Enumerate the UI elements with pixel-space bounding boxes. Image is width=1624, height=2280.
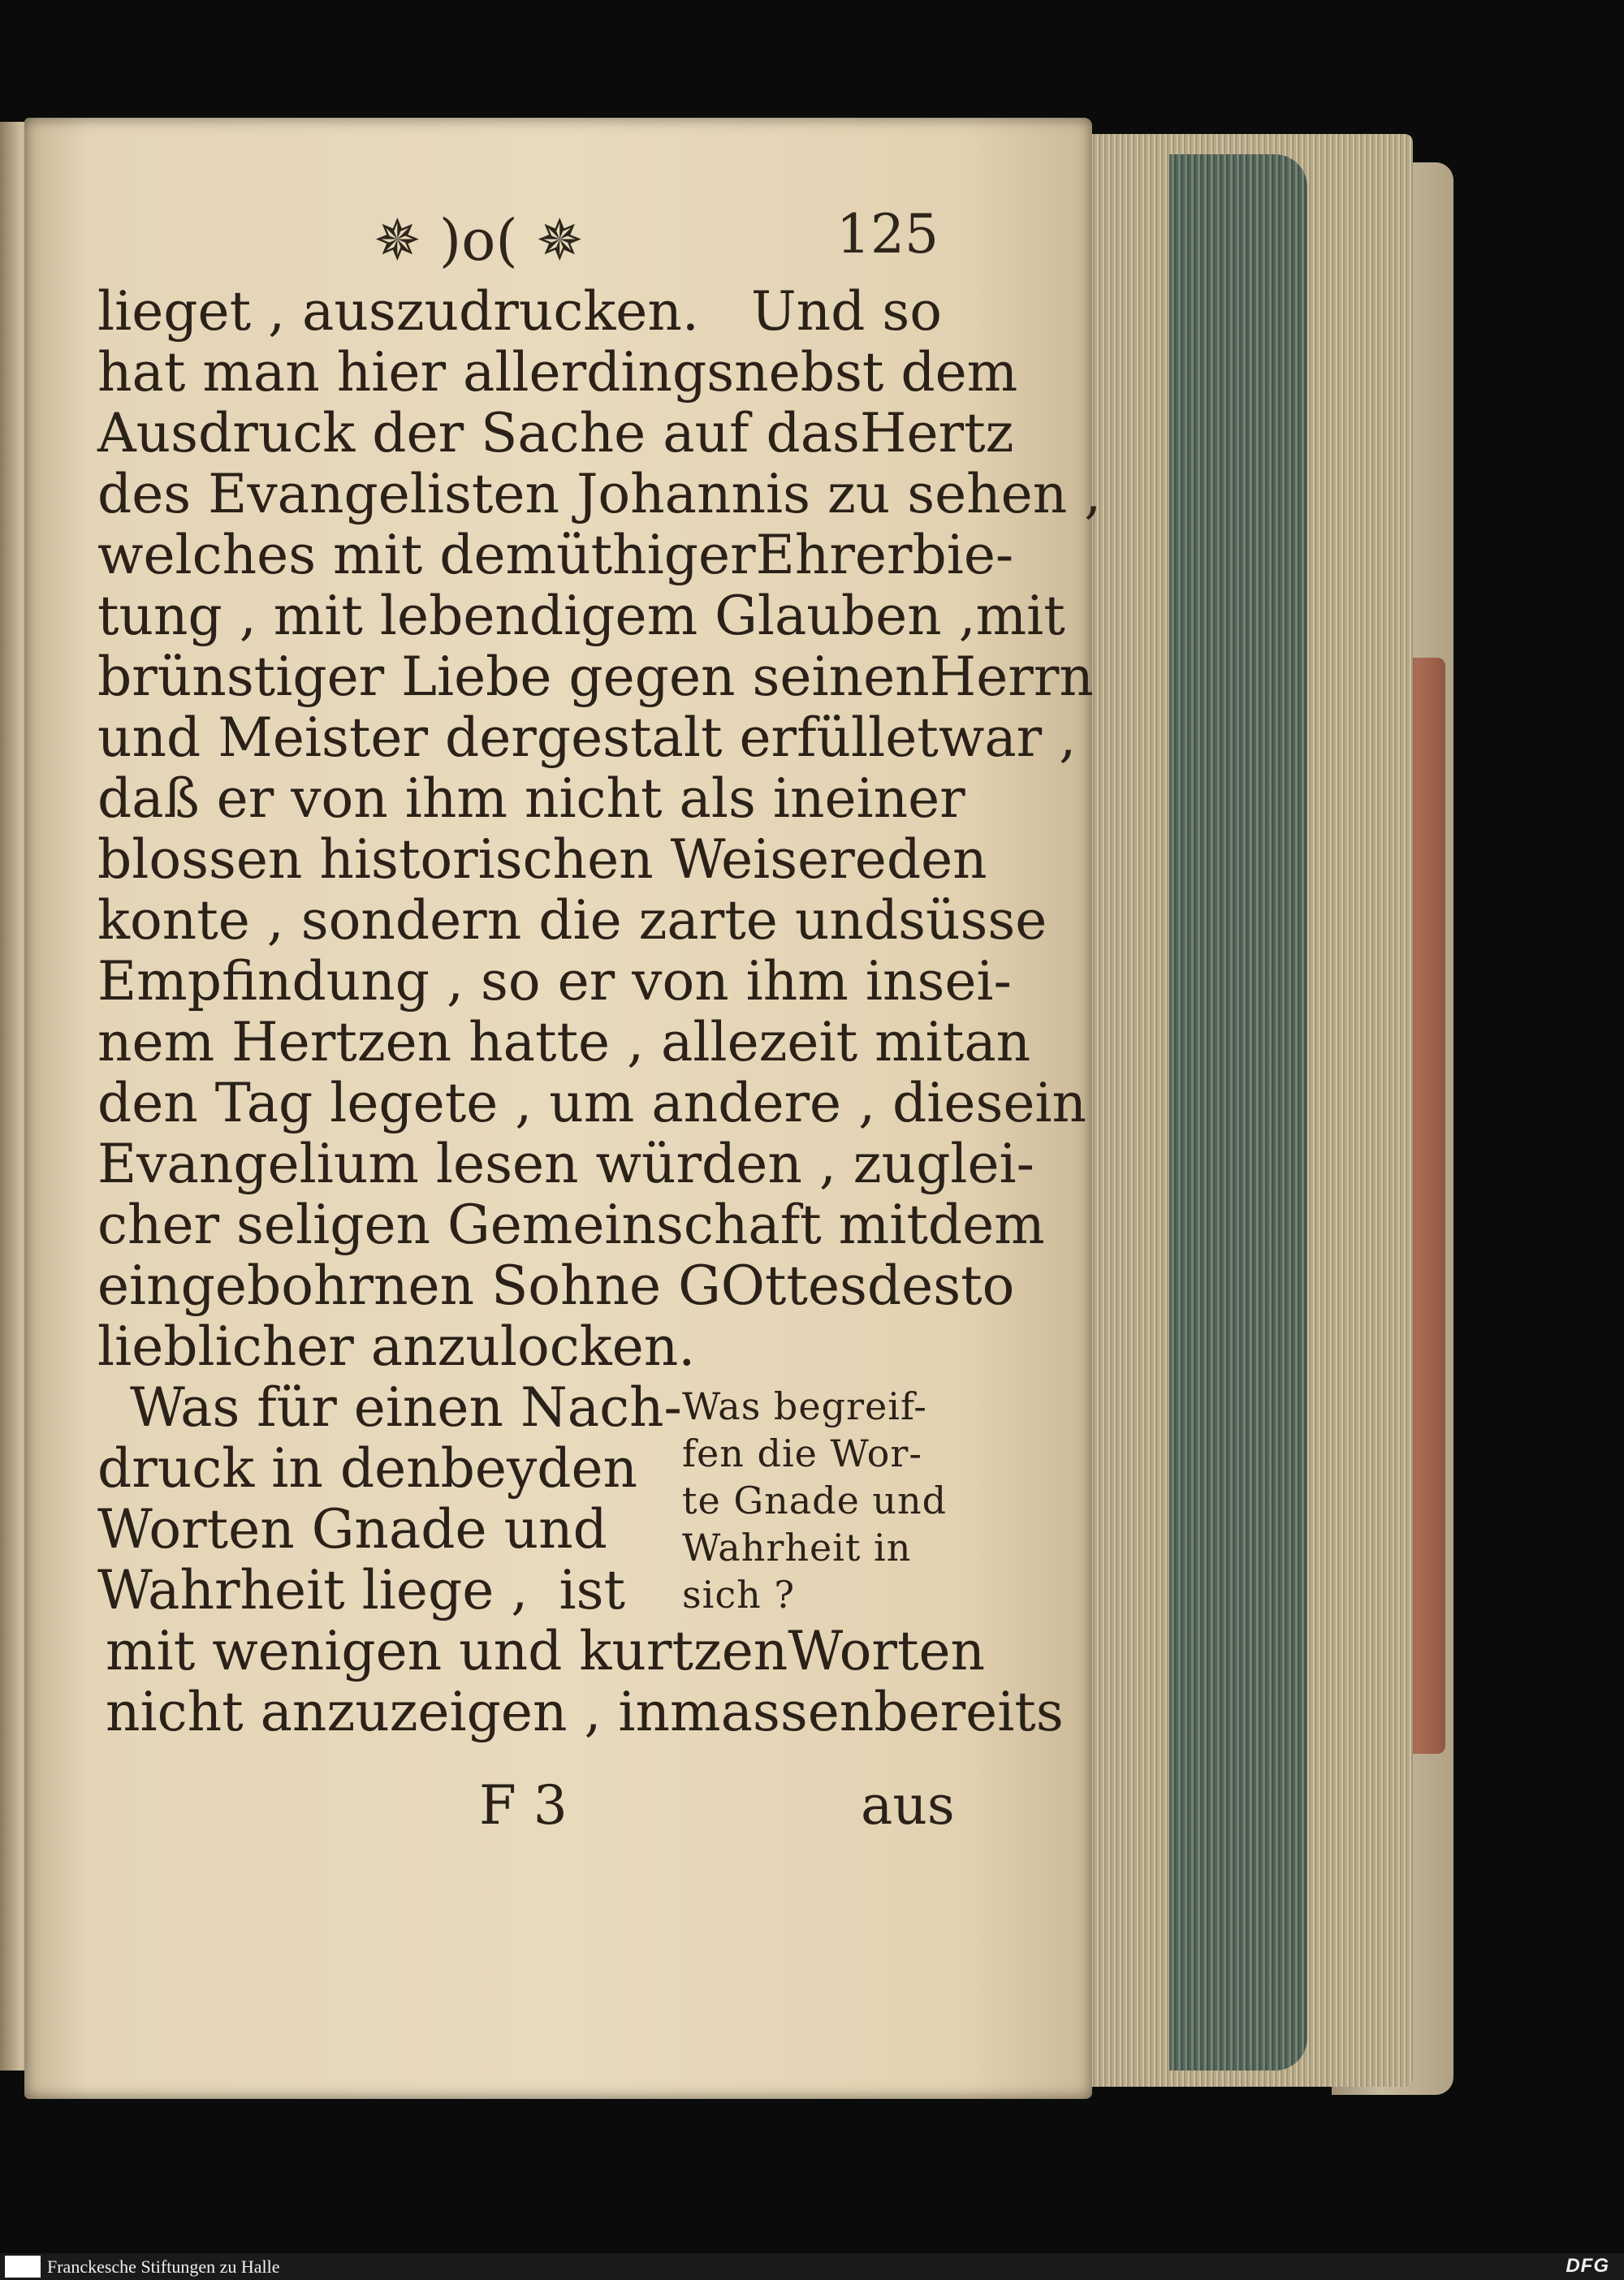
text-line-right: Herrn — [929, 646, 1094, 708]
header-ornament: ✵ )o( ✵ — [374, 207, 584, 274]
text-line — [97, 1254, 1015, 1317]
text-line-right: glei- — [916, 1133, 1034, 1195]
text-line-left: und Meister dergestalt erfüllet — [97, 706, 939, 769]
text-line-right: desto — [866, 1254, 1015, 1317]
text-line — [130, 1376, 682, 1439]
text-line-right: an — [964, 1011, 1031, 1073]
text-line — [97, 1072, 1087, 1134]
footer-bar — [0, 2253, 1624, 2280]
text-line — [97, 524, 1014, 586]
text-line-right: Ehrerbie- — [755, 524, 1014, 586]
text-line — [97, 828, 987, 891]
text-line-right: nebst dem — [734, 341, 1018, 404]
text-line — [97, 1498, 625, 1561]
text-line-left: druck in den — [97, 1437, 441, 1500]
text-line-right: sein — [975, 1072, 1087, 1134]
text-line-right: dem — [927, 1194, 1045, 1256]
text-line — [106, 1620, 986, 1682]
text-line-left: blossen historischen Weise — [97, 828, 830, 891]
text-line-left: hat man hier allerdings — [97, 341, 735, 404]
institution-name: Franckesche Stiftungen zu Halle — [47, 2256, 280, 2277]
text-line — [97, 889, 1047, 952]
text-line-left: des Evangelisten Johannis zu sehen , — [97, 463, 1102, 525]
green-edge — [1169, 154, 1307, 2071]
text-line-right: mit — [975, 585, 1065, 647]
text-line-left: Empfindung , so er von ihm in — [97, 950, 918, 1013]
text-line — [97, 767, 965, 830]
text-line-right: war , — [938, 706, 1077, 769]
text-line-right: reden — [829, 828, 987, 891]
text-line-left: den Tag legete , um andere , die — [97, 1072, 976, 1134]
sidenote-line: sich ? — [682, 1573, 795, 1617]
text-line-left: Ausdruck der Sache auf das — [97, 402, 860, 464]
page-number: 125 — [836, 203, 939, 266]
text-line — [97, 1559, 625, 1621]
text-line — [97, 1194, 1045, 1256]
sidenote-line: Wahrheit in — [682, 1526, 912, 1570]
text-line-left: cher seligen Gemeinschaft mit — [97, 1194, 928, 1256]
text-line-left: tung , mit lebendigem Glauben , — [97, 585, 976, 647]
text-line-left: konte , sondern die zarte und — [97, 889, 899, 952]
text-line-left: lieget , auszudrucken. — [97, 280, 699, 343]
text-line-left: nicht anzuzeigen , inmassen — [106, 1681, 875, 1743]
text-line — [106, 1681, 1064, 1743]
text-line-left: eingebohrnen Sohne GOttes — [97, 1254, 867, 1317]
text-line-right: Hertz — [859, 402, 1014, 464]
text-line — [97, 280, 942, 343]
text-line-left: lieblicher anzulocken. — [97, 1315, 696, 1378]
text-line — [97, 706, 1077, 769]
text-line — [97, 1133, 1034, 1195]
text-line-left: mit wenigen und kurtzen — [106, 1620, 788, 1682]
text-line-left: Was für einen Nach- — [130, 1376, 682, 1439]
text-line-left: daß er von ihm nicht als in — [97, 767, 825, 830]
institution-logo-icon — [5, 2256, 41, 2278]
text-line — [97, 402, 1014, 464]
text-line — [97, 341, 1018, 404]
text-line-left: Evangelium lesen würden , zu — [97, 1133, 917, 1195]
text-line-right: Worten — [788, 1620, 986, 1682]
text-line — [97, 646, 1094, 708]
text-line-left: Worten Gnade und — [97, 1498, 607, 1561]
catchword: aus — [861, 1774, 955, 1837]
sidenote-line: Was begreif- — [682, 1384, 927, 1428]
text-line-right: sei- — [917, 950, 1012, 1013]
text-line — [97, 1011, 1031, 1073]
text-line — [97, 463, 1102, 525]
text-line — [97, 950, 1012, 1013]
text-line-right: bereits — [874, 1681, 1064, 1743]
text-line-right: einer — [824, 767, 965, 830]
signature-mark: F 3 — [479, 1774, 568, 1837]
text-line-right: ist — [559, 1559, 625, 1621]
text-line — [97, 1437, 638, 1500]
text-line — [97, 585, 1065, 647]
dfg-logo: DFG — [1566, 2255, 1609, 2277]
text-line-right: süsse — [898, 889, 1047, 952]
text-line-left: welches mit demüthiger — [97, 524, 756, 586]
text-line-left: brünstiger Liebe gegen seinen — [97, 646, 930, 708]
page-fore-edge — [1072, 134, 1413, 2087]
sidenote-line: te Gnade und — [682, 1479, 948, 1522]
text-line — [97, 1315, 942, 1378]
text-line-left: Wahrheit liege , — [97, 1559, 529, 1621]
text-line-left: nem Hertzen hatte , allezeit mit — [97, 1011, 965, 1073]
text-line-right: Und so — [751, 280, 942, 343]
text-line-right: beyden — [440, 1437, 638, 1500]
sidenote-line: fen die Wor- — [682, 1431, 922, 1475]
